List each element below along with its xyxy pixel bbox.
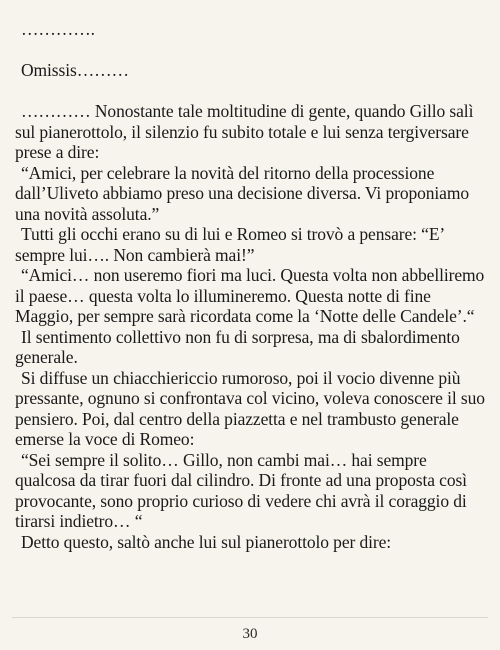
paragraph: Detto questo, saltò anche lui sul pianerottolo per dire: xyxy=(21,531,392,552)
omissis-paragraph: Omissis……… xyxy=(21,60,129,80)
ellipsis-paragraph: …………. xyxy=(21,19,95,39)
paragraph: “Amici… non useremo fiori ma luci. Questa volta non abbelliremo il paese… questa volta lo illumineremo. Questa notte di fine Maggio, per sempre sarà ricordata come la ‘Notte delle Candele’.“ xyxy=(15,265,485,326)
paragraph: Tutti gli occhi erano su di lui e Romeo si trovò a pensare: “E’ sempre lui…. Non cambierà mai!” xyxy=(15,224,444,265)
paragraph: “Sei sempre il solito… Gillo, non cambi mai… hai sempre qualcosa da tirar fuori dal cilindro. Di fronte ad una proposta così provocante, sono proprio curioso di vedere chi avrà il coraggio di tirarsi indietro… “ xyxy=(15,449,467,531)
footer-divider xyxy=(12,617,488,618)
paragraph: “Amici, per celebrare la novità del ritorno della processione dall’Uliveto abbiamo preso una decisione diversa. Vi proponiamo una novità assoluta.” xyxy=(15,162,470,224)
page-text xyxy=(15,19,486,552)
paragraph: ………… Nonostante tale moltitudine di gente, quando Gillo salì sul pianerottolo, il silenzio fu subito totale e lui senza tergiversare prese a dire: xyxy=(15,101,474,162)
paragraph: Si diffuse un chiacchiericcio rumoroso, poi il vocio divenne più pressante, ognuno si confrontava col vicino, voleva conoscere il suo pensiero. Poi, dal centro della piazzetta e nel trambusto generale emerse la voce di Romeo: xyxy=(15,367,485,449)
paragraph: Il sentimento collettivo non fu di sorpresa, ma di sbalordimento generale. xyxy=(15,326,460,367)
page-number: 30 xyxy=(242,626,258,642)
